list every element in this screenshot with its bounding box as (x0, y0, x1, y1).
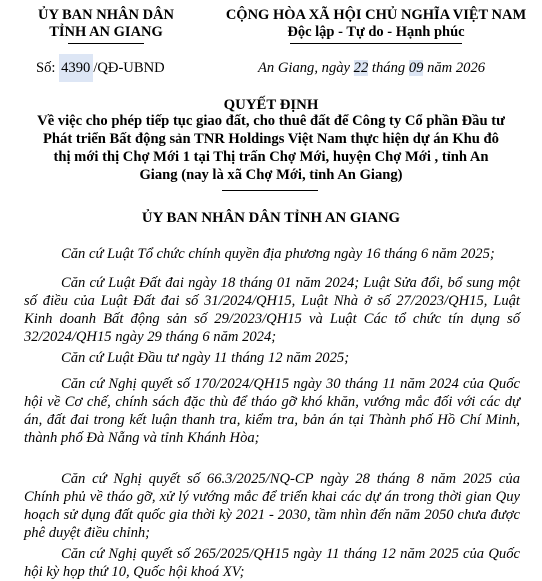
legal-basis-paragraph: Căn cứ Luật Đất đai ngày 18 tháng 01 năm 2024; Luật Sửa đổi, bổ sung một số điều của Luật Đất đai số 31/2024/QH15, Luật Nhà ở số 27/2023/QH15, Luật Kinh doanh Bất động sản số 29/2023/QH15 và Luật Các tổ chức tín dụng số 32/2024/QH15 ngày 29 tháng 6 năm 2024; (24, 275, 520, 345)
province-name: TỈNH AN GIANG (49, 24, 163, 40)
title-underline (222, 190, 318, 191)
legal-basis-paragraph: Căn cứ Luật Tổ chức chính quyền địa phương ngày 16 tháng 6 năm 2025; (61, 246, 495, 262)
year-label: năm 2026 (427, 60, 486, 76)
place-label: An Giang, ngày (258, 60, 351, 76)
legal-basis-paragraph: Căn cứ Nghị quyết số 66.3/2025/NQ-CP ngày 28 tháng 8 năm 2025 của Chính phủ về tháo gỡ, xử lý vướng mắc để triển khai các dự án trong thời gian Quy hoạch sử dụng đất quốc gia thời kỳ 2021 - 2030, tầm nhìn đến năm 2050 chưa được phê duyệt điều chỉnh; (24, 471, 520, 541)
month-label: tháng (371, 60, 406, 76)
subject-line-1: Về việc cho phép tiếp tục giao đất, cho thuê đất để Công ty Cổ phần Đầu tư (37, 113, 505, 129)
right-header-underline (290, 43, 462, 44)
document-number (36, 60, 165, 77)
doc-number-suffix: /QĐ-UBND (93, 60, 165, 76)
place-date (258, 60, 485, 77)
left-header-underline (68, 43, 144, 44)
date-day: 22 (353, 60, 369, 76)
subject-line-4: Giang (nay là xã Chợ Mới, tỉnh An Giang) (139, 167, 403, 183)
doc-number-value: 4390 (59, 54, 93, 82)
issuing-authority: ỦY BAN NHÂN DÂN TỈNH AN GIANG (141, 210, 401, 226)
date-month: 09 (408, 60, 424, 76)
national-motto: Độc lập - Tự do - Hạnh phúc (287, 24, 465, 40)
legal-basis-paragraph: Căn cứ Nghị quyết số 265/2025/QH15 ngày 11 tháng 12 năm 2025 của Quốc hội kỳ họp thứ 10, Quốc hội khoá XV; (24, 546, 520, 580)
national-title: CỘNG HÒA XÃ HỘI CHỦ NGHĨA VIỆT NAM (225, 7, 527, 23)
subject-line-2: Phát triển Bất động sản TNR Holdings Việt Nam thực hiện dự án Khu đô (43, 131, 499, 147)
legal-basis-paragraph: Căn cứ Luật Đầu tư ngày 11 tháng 12 năm 2025; (61, 350, 350, 366)
decision-heading: QUYẾT ĐỊNH (223, 97, 319, 113)
legal-basis-paragraph: Căn cứ Nghị quyết số 170/2024/QH15 ngày 30 tháng 11 năm 2024 của Quốc hội về Cơ chế, chính sách đặc thù để tháo gỡ khó khăn, vướng mắc đối với các dự án, đất đai trong kết luận thanh tra, kiểm tra, bản án tại Thành phố Hồ Chí Minh, thành phố Đà Nẵng và tỉnh Khánh Hòa; (24, 376, 520, 446)
subject-line-3: thị mới thị Chợ Mới 1 tại Thị trấn Chợ Mới, huyện Chợ Mới , tỉnh An (53, 149, 489, 165)
doc-number-prefix: Số: (36, 60, 56, 76)
agency-name: ỦY BAN NHÂN DÂN (37, 7, 174, 23)
